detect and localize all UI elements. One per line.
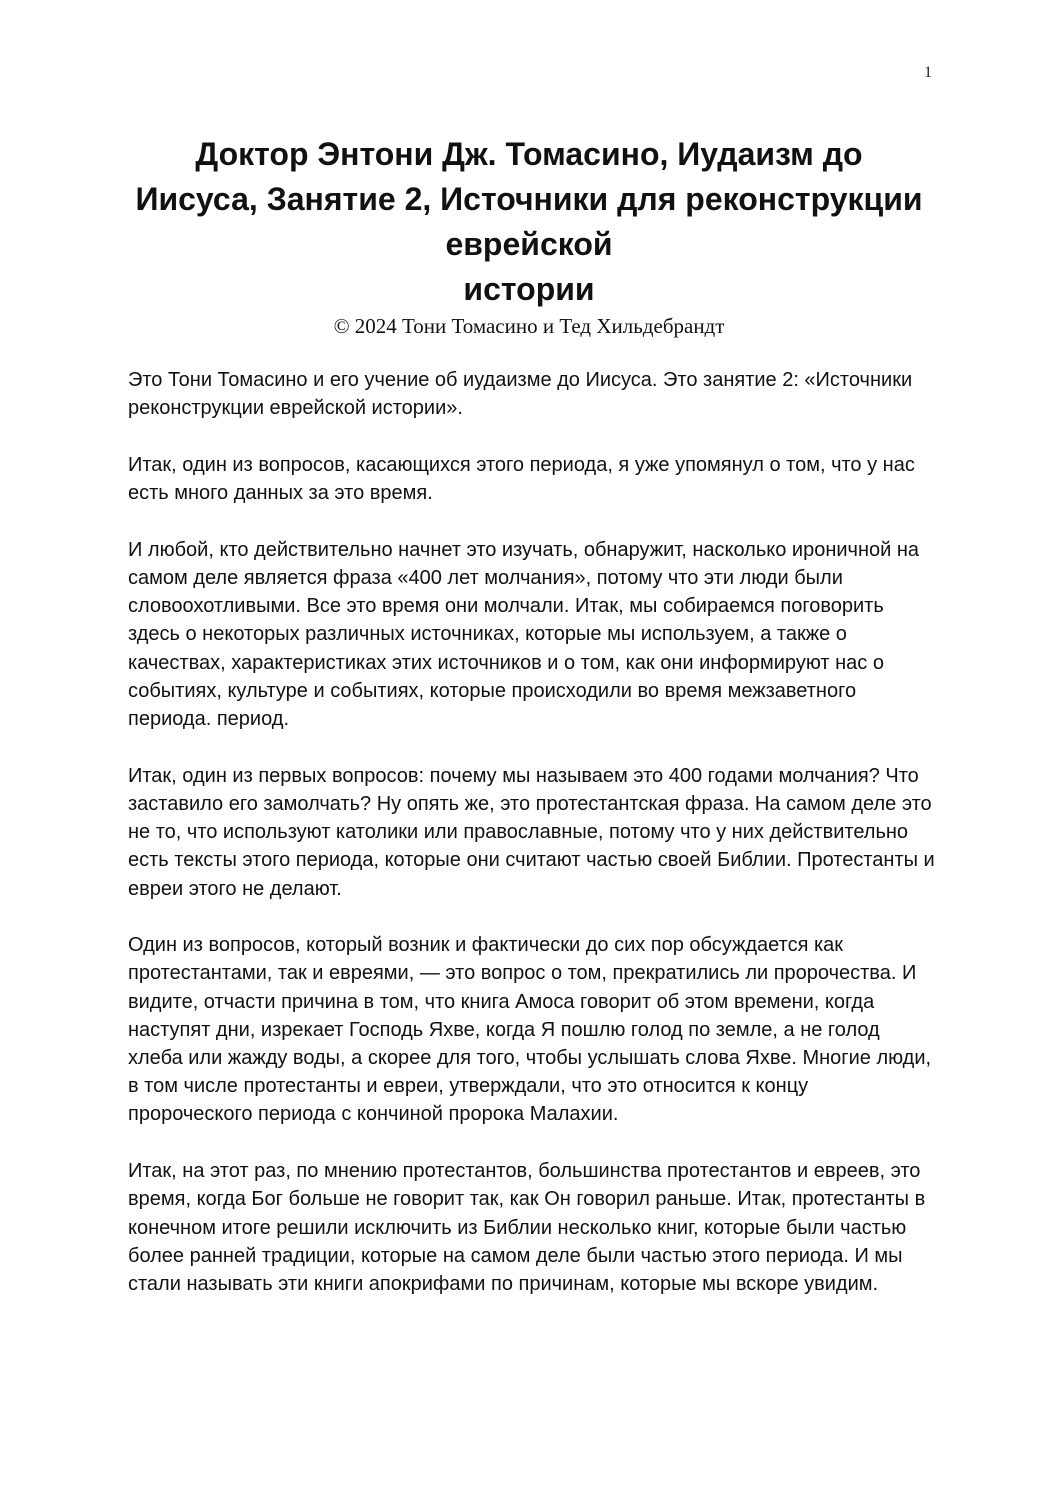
page-number: 1 bbox=[924, 64, 932, 81]
title-line: Иисуса, Занятие 2, Источники для реконструкции bbox=[135, 181, 923, 217]
title-line: истории bbox=[463, 271, 595, 307]
document-body bbox=[128, 366, 938, 1327]
paragraph: Итак, на этот раз, по мнению протестантов, большинства протестантов и евреев, это время, когда Бог больше не говорит так, как Он говорил раньше. Итак, протестанты в конечном итоге решили исключить из Библии несколько книг, которые были частью более ранней традиции, которые на самом деле были частью этого периода. И мы стали называть эти книги апокрифами по причинам, которые мы вскоре увидим. bbox=[128, 1160, 926, 1295]
title-line: Доктор Энтони Дж. Томасино, Иудаизм до bbox=[195, 136, 863, 172]
paragraph: Это Тони Томасино и его учение об иудаизме до Иисуса. Это занятие 2: «Источники реконструкции еврейской истории». bbox=[128, 369, 913, 420]
document-title bbox=[110, 132, 948, 312]
paragraph: Итак, один из вопросов, касающихся этого периода, я уже упомянул о том, что у нас есть много данных за это время. bbox=[128, 453, 915, 505]
paragraph: И любой, кто действительно начнет это изучать, обнаружит, насколько ироничной на самом деле является фраза «400 лет молчания», потому что эти люди были словоохотливыми. Все это время они молчали. Итак, мы собираемся поговорить здесь о некоторых различных источниках, которые мы используем, а также о качествах, характеристиках этих источников и о том, как они информируют нас о событиях, культуре и событиях, которые происходили во время межзаветного периода. период. bbox=[128, 538, 920, 731]
copyright-line: © 2024 Тони Томасино и Тед Хильдебрандт bbox=[333, 314, 725, 338]
title-line: еврейской bbox=[445, 226, 613, 262]
paragraph: Один из вопросов, который возник и фактически до сих пор обсуждается как протестантами, так и евреями, — это вопрос о том, прекратились ли пророчества. И видите, отчасти причина в том, что книга Амоса говорит об этом времени, когда наступят дни, изрекает Господь Яхве, когда Я пошлю голод по земле, а не голод хлеба или жажду воды, а скорее для того, чтобы услышать слова Яхве. Многие люди, в том числе протестанты и евреи, утверждали, что это относится к концу пророческого периода с кончиной пророка Малахии. bbox=[128, 934, 932, 1126]
paragraph: Итак, один из первых вопросов: почему мы называем это 400 годами молчания? Что заставило его замолчать? Ну опять же, это протестантская фраза. На самом деле это не то, что используют католики или православные, потому что у них действительно есть тексты этого периода, которые они считают частью своей Библии. Протестанты и евреи этого не делают. bbox=[128, 764, 935, 900]
